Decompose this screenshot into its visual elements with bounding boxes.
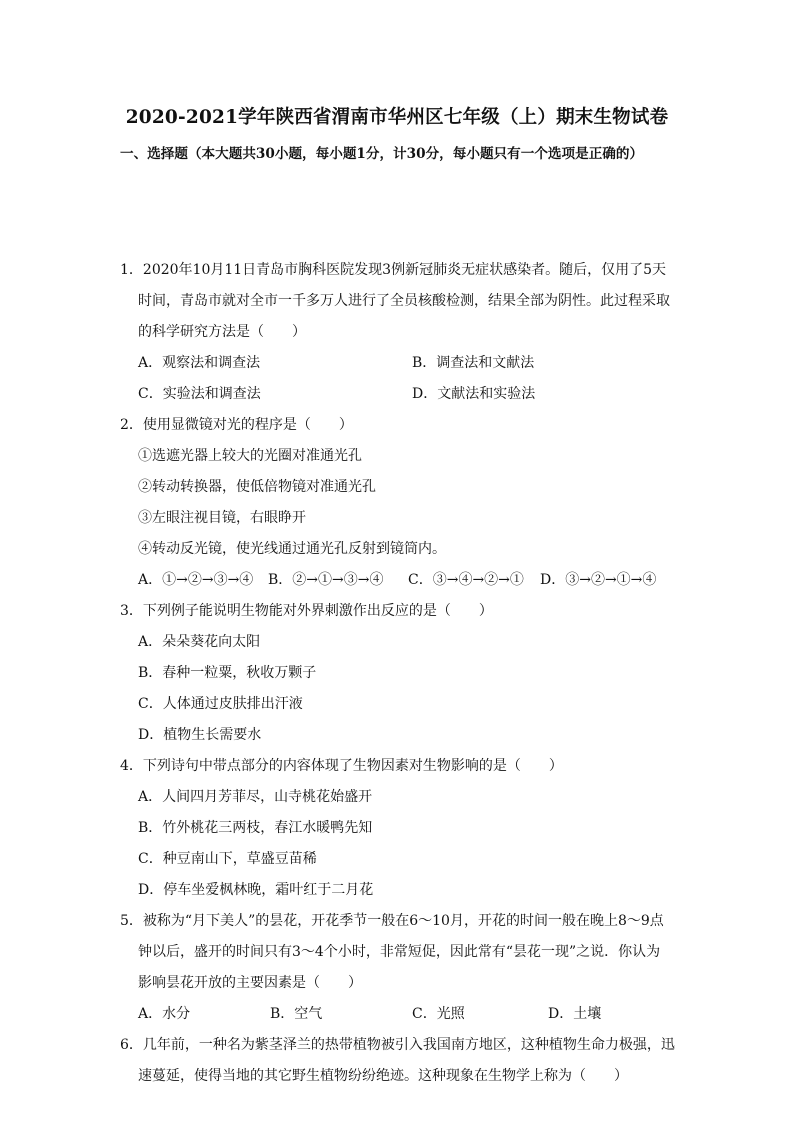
q3-option-c: C．人体通过皮肤排出汗液 <box>138 696 303 712</box>
q4-option-c: C．种豆南山下，草盛豆苗稀 <box>138 851 317 867</box>
q5-stem-line1: 5．被称为“月下美人”的昙花，开花季节一般在6～10月，开花的时间一般在晚上8～9点 <box>120 913 664 929</box>
q3-option-a: A．朵朵葵花向太阳 <box>138 634 261 650</box>
q2-step-1: ①选遮光器上较大的光圈对准通光孔 <box>138 448 362 464</box>
q1-option-d: D．文献法和实验法 <box>412 386 536 402</box>
q2-step-2: ②转动转换器，使低倍物镜对准通光孔 <box>138 479 376 495</box>
q2-option-b: B．②→①→③→④ <box>268 572 384 588</box>
q5-stem-line3: 影响昙花开放的主要因素是（ ） <box>138 975 362 991</box>
q5-stem-line2: 钟以后，盛开的时间只有3～4个小时，非常短促，因此常有“昙花一现”之说．你认为 <box>138 944 661 960</box>
q1-stem-line3: 的科学研究方法是（ ） <box>138 324 306 340</box>
q1-option-a: A．观察法和调查法 <box>138 355 261 371</box>
q4-stem: 4．下列诗句中带点部分的内容体现了生物因素对生物影响的是（ ） <box>120 758 563 774</box>
q5-option-b: B．空气 <box>270 1006 323 1022</box>
q1-option-c: C．实验法和调查法 <box>138 386 261 402</box>
q3-option-d: D．植物生长需要水 <box>138 727 262 743</box>
q5-option-d: D．土壤 <box>548 1006 602 1022</box>
q4-option-d: D．停车坐爱枫林晚，霜叶红于二月花 <box>138 882 374 898</box>
q2-option-a: A．①→②→③→④ <box>138 572 254 588</box>
q3-stem: 3．下列例子能说明生物能对外界刺激作出反应的是（ ） <box>120 603 493 619</box>
q6-stem-line2: 速蔓延，使得当地的其它野生植物纷纷绝迹。这种现象在生物学上称为（ ） <box>138 1068 628 1084</box>
q5-option-c: C．光照 <box>412 1006 465 1022</box>
section-heading: 一、选择题（本大题共30小题，每小题1分，计30分，每小题只有一个选项是正确的） <box>120 146 644 162</box>
q2-step-3: ③左眼注视目镜，右眼睁开 <box>138 510 306 526</box>
q4-option-b: B．竹外桃花三两枝，春江水暖鸭先知 <box>138 820 373 836</box>
exam-title: 2020-2021学年陕西省渭南市华州区七年级（上）期末生物试卷 <box>125 107 669 128</box>
q2-stem: 2．使用显微镜对光的程序是（ ） <box>120 417 353 433</box>
q5-option-a: A．水分 <box>138 1006 191 1022</box>
q4-option-a: A．人间四月芳菲尽，山寺桃花始盛开 <box>138 789 373 805</box>
q2-option-d: D．③→②→①→④ <box>540 572 657 588</box>
q2-step-4: ④转动反光镜，使光线通过通光孔反射到镜筒内。 <box>138 541 446 557</box>
q2-option-c: C．③→④→②→① <box>408 572 524 588</box>
q1-stem-line1: 1．2020年10月11日青岛市胸科医院发现3例新冠肺炎无症状感染者。随后，仅用了5天 <box>120 262 666 278</box>
q1-option-b: B．调查法和文献法 <box>412 355 535 371</box>
q3-option-b: B．春种一粒粟，秋收万颗子 <box>138 665 317 681</box>
q6-stem-line1: 6．几年前，一种名为紫茎泽兰的热带植物被引入我国南方地区，这种植物生命力极强，迅 <box>120 1037 675 1053</box>
q1-stem-line2: 时间，青岛市就对全市一千多万人进行了全员核酸检测，结果全部为阴性。此过程采取 <box>138 293 670 309</box>
